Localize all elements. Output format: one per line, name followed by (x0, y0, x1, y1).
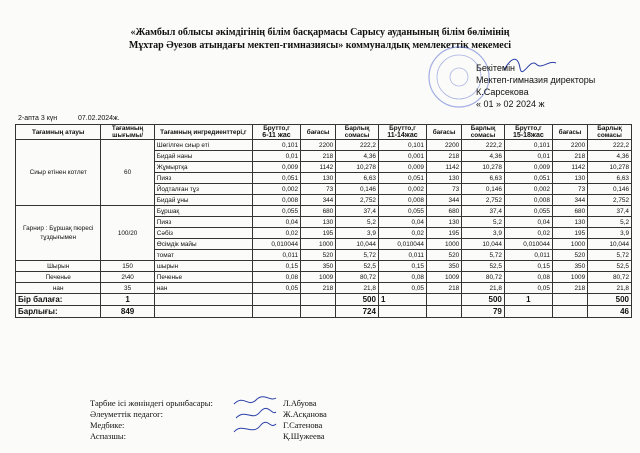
cell-value: 195 (301, 228, 336, 239)
per-child-row (16, 294, 632, 306)
menu-table (15, 124, 632, 318)
cell-value: 0,08 (252, 272, 300, 283)
cell-value: 0,002 (252, 184, 300, 195)
cell-value: 1000 (552, 239, 587, 250)
dish-name: Сиыр етінен котлет (16, 140, 101, 206)
cell-value: 37,4 (336, 206, 379, 217)
dish-portion: 150 (101, 261, 154, 272)
cell-value: 0,05 (378, 283, 426, 294)
cell-value: 4,36 (588, 151, 632, 162)
cell-value: 21,8 (588, 283, 632, 294)
cell-value: 0,009 (252, 162, 300, 173)
cell-value: 73 (552, 184, 587, 195)
cell-value: 1009 (301, 272, 336, 283)
col-price-3: бағасы (552, 125, 587, 140)
cell-value: 4,36 (336, 151, 379, 162)
signer-name: Ж.Асқанова (283, 409, 327, 419)
cell-value: 520 (552, 250, 587, 261)
approval-approve: Бекітемін (476, 63, 516, 73)
week-day-label: 2-апта 3 күн (18, 115, 58, 122)
signer-role: Аспазшы: (90, 431, 126, 441)
per-child-count-2: 1 (378, 294, 426, 306)
cell-value: 80,72 (588, 272, 632, 283)
table-row (16, 283, 632, 294)
cell-value: 0,011 (378, 250, 426, 261)
cell-value: 1142 (301, 162, 336, 173)
cell-value: 3,9 (462, 228, 505, 239)
cell-value: 0,15 (252, 261, 300, 272)
table-row (16, 261, 632, 272)
cell-value: 10,044 (462, 239, 505, 250)
col-price-1: бағасы (301, 125, 336, 140)
cell-value: 0,011 (504, 250, 552, 261)
per-child-sum-3: 500 (588, 294, 632, 306)
cell-value: 195 (552, 228, 587, 239)
dish-portion: 60 (101, 140, 154, 206)
cell-value: 0,051 (252, 173, 300, 184)
col-sum-2: Барлық сомасы (462, 125, 505, 140)
col-brutto-2: Брутто,г 11-14жас (378, 125, 426, 140)
ingredient-name: Пияз (154, 217, 252, 228)
cell-value: 0,010044 (252, 239, 300, 250)
col-sum-1: Барлық сомасы (336, 125, 379, 140)
cell-value: 520 (301, 250, 336, 261)
col-dish: Тағамның атауы (16, 125, 101, 140)
cell-value: 0,02 (378, 228, 426, 239)
cell-value: 2200 (426, 140, 461, 151)
cell-value: 218 (426, 283, 461, 294)
cell-value: 350 (301, 261, 336, 272)
ingredient-name: нан (154, 283, 252, 294)
ingredient-name: Бұршақ (154, 206, 252, 217)
col-brutto-1: Брутто,г 6-11 жас (252, 125, 300, 140)
cell-value: 6,63 (336, 173, 379, 184)
cell-value: 344 (426, 195, 461, 206)
cell-value: 130 (552, 217, 587, 228)
menu-date: 07.02.2024ж. (78, 115, 120, 122)
cell-value: 0,011 (252, 250, 300, 261)
cell-value: 1009 (426, 272, 461, 283)
ingredient-name: Бидай ұны (154, 195, 252, 206)
signer-name: Қ.Шужеева (283, 431, 325, 441)
cell-value: 222,2 (462, 140, 505, 151)
cell-value: 0,08 (504, 272, 552, 283)
cell-value: 1000 (426, 239, 461, 250)
cell-value: 4,36 (462, 151, 505, 162)
cell-value: 2,752 (588, 195, 632, 206)
approval-name: К.Сарсекова (476, 87, 529, 97)
cell-value: 0,15 (504, 261, 552, 272)
cell-value: 10,278 (588, 162, 632, 173)
dish-name: Гарнир : Бұршақ пюресі тұздығымен (16, 206, 101, 261)
org-title-line2: Мұхтар Әуезов атындағы мектеп-гимназиясы» коммуналдық мемлекеттік мекемесі (128, 40, 512, 51)
cell-value: 6,63 (462, 173, 505, 184)
cell-value: 5,2 (462, 217, 505, 228)
dish-name: Шырын (16, 261, 101, 272)
org-title-line1: «Жамбыл облысы әкімдігінің білім басқармасы Сарысу ауданының білім бөлімінің (130, 27, 510, 38)
cell-value: 0,01 (252, 151, 300, 162)
cell-value: 1009 (552, 272, 587, 283)
dish-name: Печенье (16, 272, 101, 283)
cell-value: 344 (552, 195, 587, 206)
total-row (16, 306, 632, 318)
cell-value: 0,146 (336, 184, 379, 195)
cell-value: 6,63 (588, 173, 632, 184)
table-row (16, 140, 632, 151)
cell-value: 0,04 (378, 217, 426, 228)
cell-value: 0,146 (588, 184, 632, 195)
cell-value: 5,72 (336, 250, 379, 261)
cell-value: 130 (552, 173, 587, 184)
cell-value: 218 (552, 151, 587, 162)
cell-value: 130 (426, 217, 461, 228)
cell-value: 222,2 (588, 140, 632, 151)
cell-value: 350 (426, 261, 461, 272)
signer-names (283, 398, 327, 442)
approval-date: « 01 » 02 2024 ж (476, 99, 545, 109)
cell-value: 2200 (301, 140, 336, 151)
cell-value: 5,2 (588, 217, 632, 228)
ingredient-name: Йодталған тұз (154, 184, 252, 195)
cell-value: 0,002 (504, 184, 552, 195)
cell-value: 344 (301, 195, 336, 206)
cell-value: 1142 (426, 162, 461, 173)
cell-value: 1000 (301, 239, 336, 250)
cell-value: 350 (552, 261, 587, 272)
cell-value: 0,008 (252, 195, 300, 206)
cell-value: 0,04 (504, 217, 552, 228)
cell-value: 195 (426, 228, 461, 239)
ingredient-name: томат (154, 250, 252, 261)
cell-value: 21,8 (462, 283, 505, 294)
cell-value: 3,9 (336, 228, 379, 239)
cell-value: 21,8 (336, 283, 379, 294)
cell-value: 52,5 (462, 261, 505, 272)
cell-value: 3,9 (588, 228, 632, 239)
cell-value: 680 (301, 206, 336, 217)
cell-value: 0,05 (252, 283, 300, 294)
cell-value: 2,752 (462, 195, 505, 206)
cell-value: 0,001 (378, 151, 426, 162)
cell-value: 680 (426, 206, 461, 217)
ingredient-name: Жұмыртқа (154, 162, 252, 173)
dish-portion: 35 (101, 283, 154, 294)
cell-value: 0,101 (252, 140, 300, 151)
cell-value: 52,5 (336, 261, 379, 272)
ingredient-name: Өсімдік майы (154, 239, 252, 250)
cell-value: 0,055 (252, 206, 300, 217)
total-sum-2: 79 (462, 306, 505, 318)
cell-value: 0,146 (462, 184, 505, 195)
cell-value: 10,044 (588, 239, 632, 250)
col-ingredients: Тағамның ингредиенттері,г (154, 125, 252, 140)
cell-value: 218 (552, 283, 587, 294)
cell-value: 2,752 (336, 195, 379, 206)
cell-value: 680 (552, 206, 587, 217)
signer-name: Г.Сатенова (283, 420, 323, 430)
cell-value: 37,4 (462, 206, 505, 217)
cell-value: 37,4 (588, 206, 632, 217)
cell-value: 0,01 (504, 151, 552, 162)
cell-value: 0,05 (504, 283, 552, 294)
total-sum-1: 724 (336, 306, 379, 318)
cell-value: 1142 (552, 162, 587, 173)
col-portion: Тағамның шығымы/ (101, 125, 154, 140)
ingredient-name: Шөгілген сиыр еті (154, 140, 252, 151)
signer-roles (90, 398, 213, 442)
col-price-2: бағасы (426, 125, 461, 140)
dish-portion: 100/20 (101, 206, 154, 261)
cell-value: 0,02 (504, 228, 552, 239)
dish-name: нан (16, 283, 101, 294)
cell-value: 10,278 (462, 162, 505, 173)
cell-value: 52,5 (588, 261, 632, 272)
total-label: Барлығы: (16, 306, 101, 318)
approval-position: Мектеп-гимназия директоры (476, 75, 596, 85)
signer-role: Медбике: (90, 420, 125, 430)
table-row (16, 272, 632, 283)
cell-value: 10,278 (336, 162, 379, 173)
cell-value: 0,08 (378, 272, 426, 283)
per-child-sum-1: 500 (336, 294, 379, 306)
ingredient-name: Печенье (154, 272, 252, 283)
signer-role: Әлеуметтік педагог: (90, 409, 163, 419)
signer-name: Л.Абуова (283, 398, 317, 408)
cell-value: 0,04 (252, 217, 300, 228)
cell-value: 0,010044 (378, 239, 426, 250)
cell-value: 80,72 (336, 272, 379, 283)
cell-value: 218 (301, 151, 336, 162)
cell-value: 0,055 (378, 206, 426, 217)
table-header-row (16, 125, 632, 140)
cell-value: 222,2 (336, 140, 379, 151)
cell-value: 0,051 (504, 173, 552, 184)
cell-value: 5,2 (336, 217, 379, 228)
cell-value: 73 (426, 184, 461, 195)
per-child-sum-2: 500 (462, 294, 505, 306)
cell-value: 0,101 (378, 140, 426, 151)
table-row (16, 206, 632, 217)
per-child-label: Бір балаға: (16, 294, 101, 306)
cell-value: 130 (301, 173, 336, 184)
col-brutto-3: Брутто,г 15-18жас (504, 125, 552, 140)
ingredient-name: Пияз (154, 173, 252, 184)
cell-value: 218 (426, 151, 461, 162)
cell-value: 0,008 (504, 195, 552, 206)
cell-value: 73 (301, 184, 336, 195)
signatures-handwritten (230, 394, 280, 450)
cell-value: 5,72 (588, 250, 632, 261)
cell-value: 0,009 (378, 162, 426, 173)
total-portion: 849 (101, 306, 154, 318)
cell-value: 0,101 (504, 140, 552, 151)
ingredient-name: Бидай наны (154, 151, 252, 162)
ingredient-name: шырын (154, 261, 252, 272)
cell-value: 0,008 (378, 195, 426, 206)
cell-value: 218 (301, 283, 336, 294)
cell-value: 0,002 (378, 184, 426, 195)
ingredient-name: Сәбіз (154, 228, 252, 239)
per-child-portion: 1 (101, 294, 154, 306)
cell-value: 5,72 (462, 250, 505, 261)
signer-role: Тарбие ісі жөніндегі орынбасары: (90, 398, 213, 408)
cell-value: 130 (301, 217, 336, 228)
cell-value: 10,044 (336, 239, 379, 250)
cell-value: 520 (426, 250, 461, 261)
cell-value: 0,010044 (504, 239, 552, 250)
cell-value: 0,02 (252, 228, 300, 239)
total-sum-3: 46 (588, 306, 632, 318)
cell-value: 0,055 (504, 206, 552, 217)
col-sum-3: Барлық сомасы (588, 125, 632, 140)
per-child-count-3: 1 (504, 294, 552, 306)
cell-value: 0,009 (504, 162, 552, 173)
cell-value: 0,051 (378, 173, 426, 184)
dish-portion: 2\40 (101, 272, 154, 283)
cell-value: 0,15 (378, 261, 426, 272)
cell-value: 2200 (552, 140, 587, 151)
cell-value: 130 (426, 173, 461, 184)
cell-value: 80,72 (462, 272, 505, 283)
